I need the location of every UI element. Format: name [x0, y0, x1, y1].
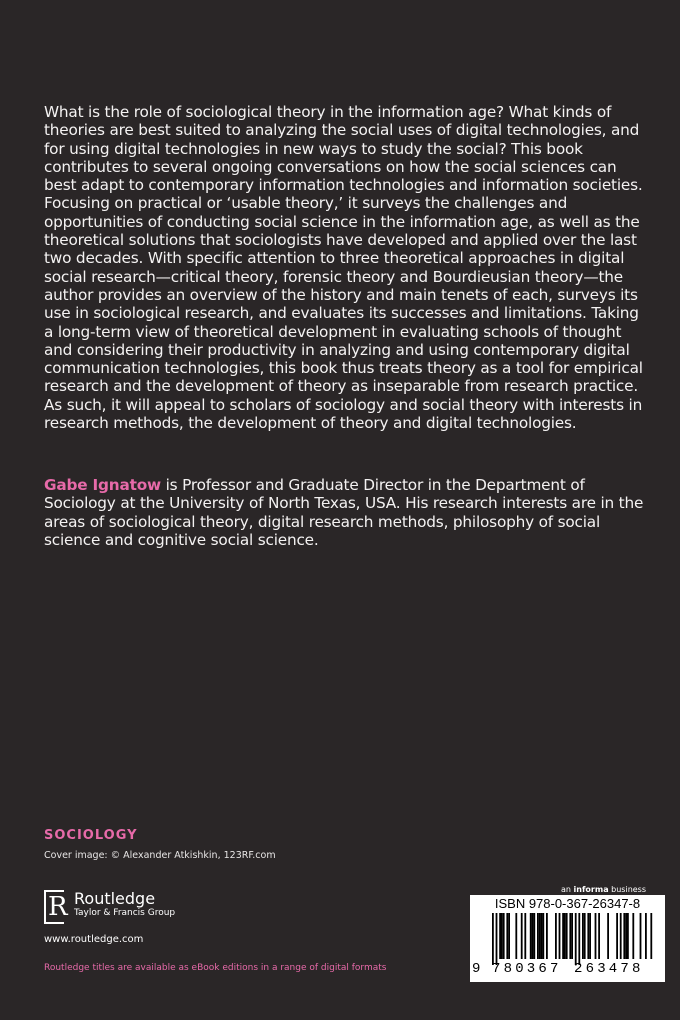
barcode-bars	[480, 913, 655, 965]
barcode-bar	[627, 913, 629, 959]
subject-category: SOCIOLOGY	[44, 828, 138, 843]
barcode-bar	[533, 913, 535, 959]
barcode-bar	[571, 913, 573, 959]
author-name: Gabe Ignatow	[44, 476, 161, 494]
informa-suffix: business	[608, 885, 647, 894]
barcode-digit-first: 9	[472, 961, 481, 977]
barcode-bar	[623, 913, 625, 959]
routledge-logo-letter: R	[44, 890, 64, 924]
cover-image-credit: Cover image: © Alexander Atkishkin, 123RF.com	[44, 850, 276, 861]
barcode-bar	[541, 913, 543, 959]
informa-business-label	[561, 885, 646, 894]
barcode-bar	[508, 913, 510, 959]
barcode-bar	[542, 913, 544, 959]
barcode-bar	[532, 913, 534, 959]
barcode-bar	[506, 913, 508, 959]
barcode-bar	[625, 913, 627, 959]
informa-brand: informa	[573, 885, 609, 894]
barcode-bar	[562, 913, 564, 959]
barcode-bar	[564, 913, 566, 959]
barcode-bar	[584, 913, 586, 959]
barcode-digits-right: 263478	[574, 961, 644, 977]
barcode-bar	[555, 913, 557, 959]
barcode-bar	[616, 913, 618, 959]
barcode-bar	[650, 913, 652, 959]
barcode-digits-left: 780367	[492, 961, 562, 977]
publisher-subtitle: Taylor & Francis Group	[74, 908, 176, 918]
barcode-bar	[589, 913, 591, 959]
barcode-bar	[578, 913, 580, 965]
routledge-logo-icon	[44, 890, 70, 924]
author-bio	[44, 476, 644, 549]
barcode-bar	[569, 913, 571, 959]
barcode-bar	[546, 913, 548, 959]
barcode-bar	[607, 913, 609, 959]
barcode-bar	[575, 913, 577, 965]
author-bio-text: is Professor and Graduate Director in the Department of Sociology at the University of North Texas, USA. His research interests are in the areas of sociological theory, digital research methods, philosophy of social science and cognitive social science.	[44, 476, 644, 549]
barcode-bar	[640, 913, 642, 959]
barcode-bar	[645, 913, 647, 959]
barcode-bar	[620, 913, 622, 959]
back-cover-blurb: What is the role of sociological theory in the information age? What kinds of theories are best suited to analyzing the social uses of digital technologies, and for using digital technologies in new ways to study the social? This book contributes to several ongoing conversations on how the social sciences can best adapt to contemporary information technologies and information societies. Focusing on practical or ‘usable theory,’ it surveys the challenges and opportunities of conducting social science in the information age, as well as the theoretical solutions that sociologists have developed and applied over the last two decades. With specific attention to three theoretical approaches in digital social research—critical theory, forensic theory and Bourdieusian theory—the author provides an overview of the history and main tenets of each, surveys its use in sociological research, and evaluates its successes and limitations. Taking a long-term view of theoretical development in evaluating schools of thought and considering their productivity in analyzing and using contemporary digital communication technologies, this book thus treats theory as a tool for empirical research and the development of theory as inseparable from research practice. As such, it will appeal to scholars of sociology and social theory with interests in research methods, the development of theory and digital technologies.	[44, 103, 643, 433]
isbn-label: ISBN 978-0-367-26347-8	[494, 896, 641, 911]
barcode-bar	[566, 913, 568, 959]
publisher-url: www.routledge.com	[44, 934, 144, 945]
barcode-bar	[582, 913, 584, 959]
barcode-bar	[530, 913, 532, 959]
barcode-bar	[496, 913, 498, 965]
barcode-bar	[515, 913, 517, 959]
barcode-bar	[521, 913, 523, 959]
barcode-bar	[524, 913, 526, 959]
barcode-bar	[501, 913, 503, 959]
barcode-bar	[598, 913, 600, 959]
barcode-bar	[503, 913, 505, 959]
publisher-name: Routledge	[74, 889, 156, 908]
barcode-bar	[492, 913, 494, 965]
barcode-bar	[499, 913, 501, 959]
barcode-bar	[632, 913, 634, 959]
ebook-note: Routledge titles are available as eBook editions in a range of digital formats	[44, 963, 387, 973]
publisher-logo-block	[44, 890, 175, 924]
barcode-bar	[559, 913, 561, 959]
barcode-bar	[537, 913, 539, 959]
isbn-barcode	[470, 895, 665, 982]
barcode-bar	[539, 913, 541, 959]
barcode-bar	[587, 913, 589, 959]
barcode-bar	[595, 913, 597, 959]
informa-prefix: an	[561, 885, 574, 894]
